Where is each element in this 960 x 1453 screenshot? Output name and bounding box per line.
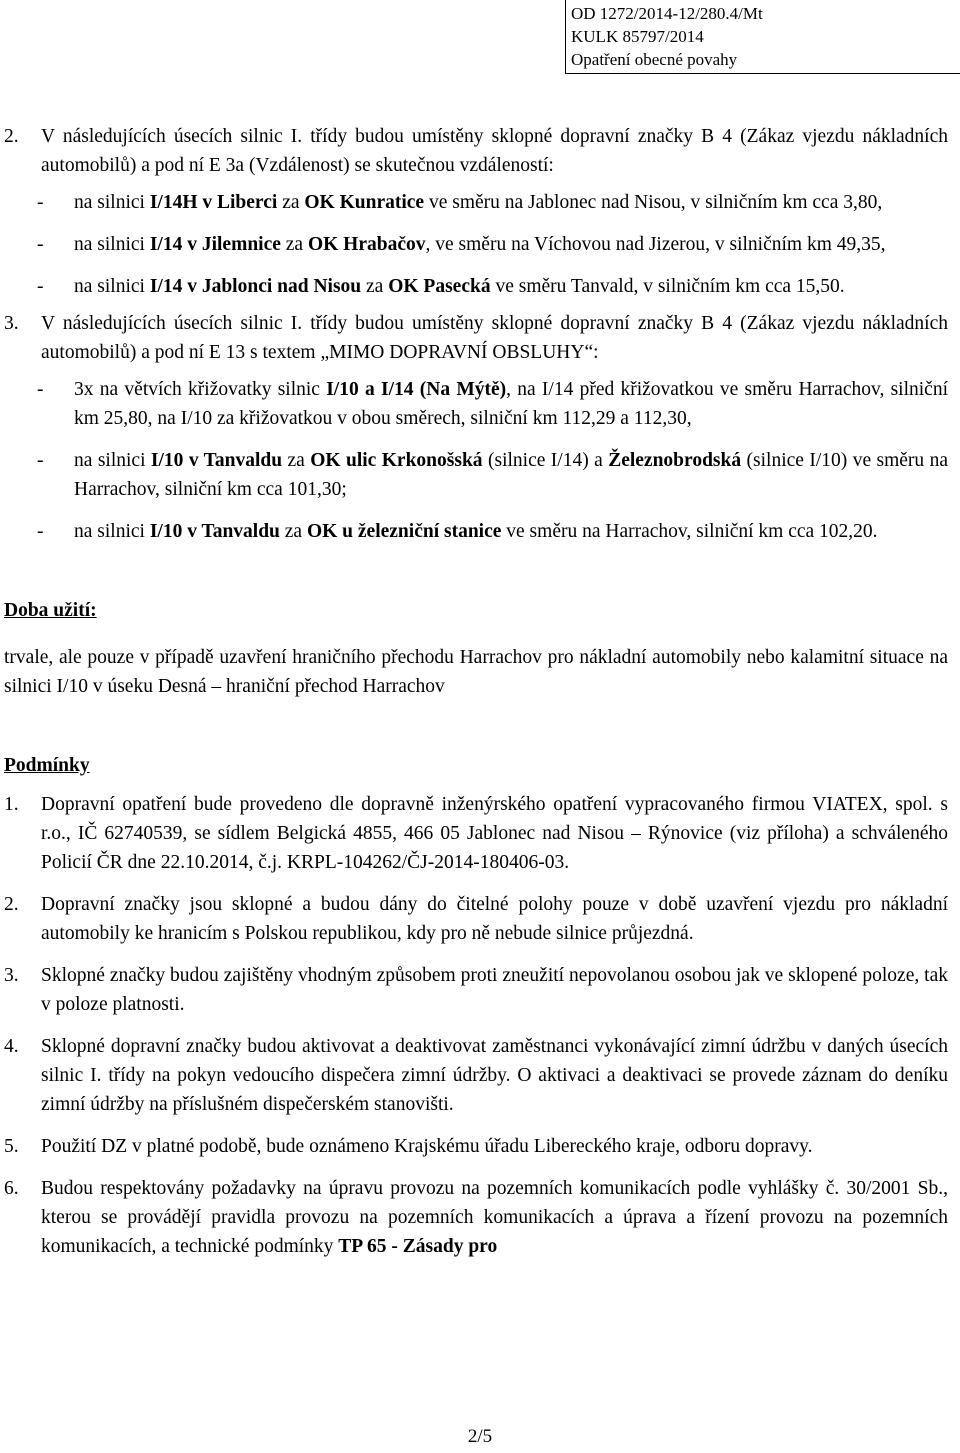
item-road: I/10 a I/14 (Na Mýtě) (326, 379, 507, 400)
item-text: za (361, 276, 389, 297)
item-street: Železnobrodská (608, 450, 742, 471)
item-text: , ve směru na Víchovou nad Jizerou, v silničním km 49,35, (425, 234, 886, 255)
item-text: ve směru na Harrachov, silniční km cca 102,20. (501, 521, 878, 542)
dash: - (37, 521, 44, 542)
item-text: (silnice I/10) ve směru na Harrachov, silniční km cca 101,30; (74, 450, 948, 500)
conditions-title: Podmínky (4, 755, 90, 776)
section-number: 2. (4, 126, 19, 147)
page-number: 2/5 (467, 1426, 493, 1447)
item-road: I/14 v Jablonci nad Nisou (149, 276, 362, 297)
list-item (4, 375, 948, 433)
item-junction: OK Hrabačov (307, 234, 426, 255)
list-item (4, 230, 948, 259)
item-road: I/10 v Tanvaldu (150, 450, 283, 471)
condition-number: 3. (4, 965, 19, 986)
condition-item (4, 1132, 948, 1161)
section-2 (4, 122, 948, 180)
condition-item (4, 790, 948, 877)
item-text: 3x na větvích křižovatky silnic (74, 379, 327, 400)
section-text: V následujících úsecích silnic I. třídy budou umístěny sklopné dopravní značky B 4 (Zákaz vjezdu nákladních automobilů) a pod ní E 3a (Vzdálenost) se skutečnou vzdáleností: (41, 126, 948, 176)
header-reference: OD 1272/2014-12/280.4/Mt (571, 4, 763, 23)
list-item (4, 446, 948, 504)
list-item (4, 517, 948, 546)
condition-number: 2. (4, 894, 19, 915)
item-text: na silnici (74, 450, 151, 471)
condition-number: 6. (4, 1178, 19, 1199)
item-text: ve směru Tanvald, v silničním km cca 15,50. (490, 276, 845, 297)
item-road: I/10 v Tanvaldu (149, 521, 280, 542)
item-junction: OK Kunratice (304, 192, 425, 213)
item-junction: OK ulic Krkonošská (310, 450, 483, 471)
item-text: na silnici (74, 234, 150, 255)
condition-number: 4. (4, 1036, 19, 1057)
condition-text: Dopravní opatření bude provedeno dle dopravně inženýrského opatření vypracovaného firmou VIATEX, spol. s r.o., IČ 62740539, se sídlem Belgická 4855, 466 05 Jablonec nad Nisou – Rýnovice (viz příloha) a schváleného Policií ČR dne 22.10.2014, č.j. KRPL-104262/ČJ-2014-180406-03. (41, 794, 948, 873)
dash: - (37, 450, 44, 471)
section-3 (4, 309, 948, 367)
condition-standard: TP 65 - Zásady pro (338, 1236, 498, 1257)
document-body (4, 122, 948, 1261)
condition-text: Sklopné dopravní značky budou aktivovat a deaktivovat zaměstnanci vykonávající zimní údržbu v daných úsecích silnic I. třídy na pokyn vedoucího dispečera zimní údržby. O aktivaci a deaktivaci se provede záznam do deníku zimní údržby na příslušném dispečerském stanovišti. (41, 1036, 948, 1115)
item-text: , na I/14 před křižovatkou ve směru Harrachov, silniční km 25,80, na I/10 za křižovatkou v obou směrech, silniční km 112,29 a 112,30, (74, 379, 949, 429)
item-text: ve směru na Jablonec nad Nisou, v silničním km cca 3,80, (424, 192, 883, 213)
condition-item (4, 1174, 948, 1261)
document-header (565, 0, 960, 74)
item-junction: OK u železniční stanice (306, 521, 502, 542)
item-text: (silnice I/14) a (482, 450, 609, 471)
item-text: na silnici (74, 192, 150, 213)
dash: - (37, 234, 44, 255)
item-junction: OK Pasecká (388, 276, 491, 297)
condition-item (4, 890, 948, 948)
condition-item (4, 961, 948, 1019)
dash: - (37, 192, 44, 213)
item-road: I/14 v Jilemnice (149, 234, 281, 255)
item-text: za (282, 450, 311, 471)
section-number: 3. (4, 313, 19, 334)
condition-number: 1. (4, 794, 19, 815)
item-text: za (277, 192, 305, 213)
usage-text: trvale, ale pouze v případě uzavření hraničního přechodu Harrachov pro nákladní automobily nebo kalamitní situace na silnici I/10 v úseku Desná – hraniční přechod Harrachov (4, 647, 948, 697)
item-text: za (279, 521, 307, 542)
usage-title: Doba užití: (4, 600, 97, 621)
section-text: V následujících úsecích silnic I. třídy budou umístěny sklopné dopravní značky B 4 (Zákaz vjezdu nákladních automobilů) a pod ní E 13 s textem „MIMO DOPRAVNÍ OBSLUHY“: (41, 313, 948, 363)
dash: - (37, 379, 44, 400)
list-item (4, 188, 948, 217)
condition-text: Dopravní značky jsou sklopné a budou dány do čitelné polohy pouze v době uzavření vjezdu pro nákladní automobily ke hranicím s Polskou republikou, kdy pro ně nebude silnice průjezdná. (41, 894, 948, 944)
condition-text: Použití DZ v platné podobě, bude oznámeno Krajskému úřadu Libereckého kraje, odboru dopravy. (41, 1136, 813, 1157)
item-road: I/14H v Liberci (149, 192, 278, 213)
condition-text: Budou respektovány požadavky na úpravu provozu na pozemních komunikacích podle vyhlášky č. 30/2001 Sb., kterou se provádějí pravidla provozu na pozemních komunikacích a úprava a řízení provozu na pozemních komunikacích, a technické podmínky (41, 1178, 948, 1257)
condition-item (4, 1032, 948, 1119)
condition-number: 5. (4, 1136, 19, 1157)
item-text: na silnici (74, 276, 150, 297)
list-item (4, 272, 948, 301)
header-file-number: KULK 85797/2014 (571, 27, 704, 46)
condition-text: Sklopné značky budou zajištěny vhodným způsobem proti zneužití nepovolanou osobou jak ve sklopené poloze, tak v poloze platnosti. (41, 965, 948, 1015)
item-text: na silnici (74, 521, 150, 542)
header-document-type: Opatření obecné povahy (571, 50, 738, 69)
dash: - (37, 276, 44, 297)
item-text: za (280, 234, 308, 255)
